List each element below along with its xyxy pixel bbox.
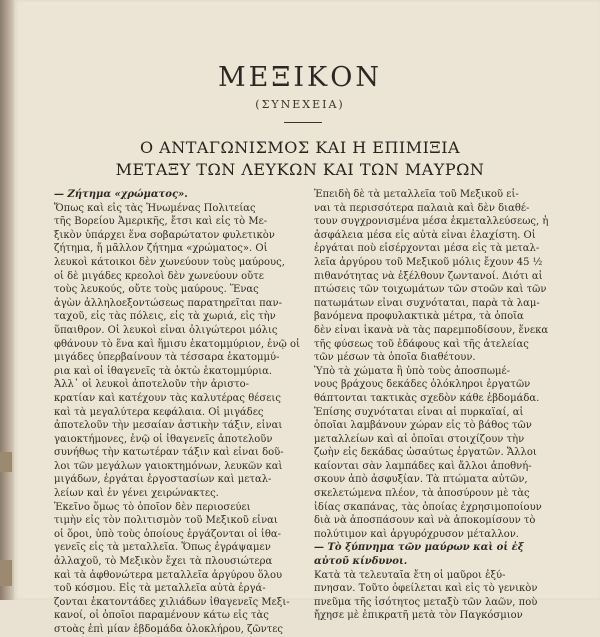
- text-line: ὁποῖαι λαμβάνουν χώραν εἰς τὸ βάθος τῶν: [314, 420, 532, 432]
- text-line: Ἐκεῖνο ὅμως τὸ ὁποῖον δὲν περιοσεύει: [54, 501, 251, 513]
- text-line: αὐτοῦ κίνδυνοι.: [314, 556, 408, 568]
- text-line: καὶ τὰ ἀφθονώτερα μεταλλεῖα ἀργύρου ὅλου: [54, 569, 283, 581]
- text-line: μεταλλείων καὶ αἱ ὁποῖαι στοιχίζουν τὴν: [314, 433, 525, 445]
- text-line: τῆς φύσεως τοῦ ἐδάφους καὶ τῆς ἀτελείας: [314, 338, 529, 350]
- text-line: τῆς Βορείου Ἀμερικῆς, ἔτσι καὶ εἰς τὸ Με-: [54, 216, 268, 228]
- text-line: καὶ τὰ μεγαλύτερα κεφάλαια. Οἱ μιγάδες: [54, 406, 264, 418]
- text-line: — Ζήτημα «χρώματος».: [54, 189, 188, 200]
- text-line: σκελετώμενα πλέον, τὰ ἀποσύρουν μὲ τὰς: [314, 488, 530, 500]
- text-line: σκουν ἀπὸ ἀσφυξίαν. Τὰ πτώματα αὐτῶν,: [314, 474, 528, 486]
- text-line: Ὅπως καὶ εἰς τὰς Ἡνωμένας Πολιτείας: [54, 202, 256, 214]
- text-line: ταχοῦ, εἰς τὰς πόλεις, εἰς τὰ χωριά, εἰς τὴν: [54, 311, 276, 323]
- text-line: οἱ ὅροι, ὑπὸ τοὺς ὁποίους ἐργάζονται οἱ ἰθα-: [54, 528, 282, 540]
- text-line: στοὰς ἐπὶ μίαν ἑβδομάδα ὁλοκλήρου, ζῶντες: [54, 624, 284, 635]
- text-line: λευκοὶ κάτοικοι δὲν χωνεύουν τοὺς μαύρους,: [54, 256, 285, 268]
- text-line: μιγάδες ὑπερβαίνουν τὰ τέσσαρα ἑκατομμύ-: [54, 352, 280, 364]
- left-text-column: [54, 188, 312, 637]
- text-line: ἀσφάλεια μέσα εἰς αὐτὰ εἶναι ἐλαχίστη. Οἱ: [314, 229, 536, 241]
- text-line: φθάνουν τὸ ἕνα καὶ ἥμισυ ἑκατομμύριον, ἐνῷ οἱ: [54, 338, 300, 350]
- text-line: ἀποτελοῦν τὴν μεσαίαν ἀστικὴν τάξιν, εἶναι: [54, 420, 283, 432]
- text-line: γαιοκτήμονες, ἐνῷ οἱ ἰθαγενεῖς ἀποτελοῦν: [54, 433, 273, 445]
- text-line: πατωμάτων εἶναι συχνόταται, παρὰ τὰ λαμ-: [314, 297, 540, 309]
- article-heading-line1: Ο ΑΝΤΑΓΩΝΙΣΜΟΣ ΚΑΙ Η ΕΠΙΜΙΞΙΑ: [139, 138, 461, 157]
- text-line: βανόμενα προφυλακτικὰ μέτρα, τὰ ὁποῖα: [314, 311, 524, 323]
- page-edge-mark: [0, 560, 12, 586]
- text-line: ὕπαιθρον. Οἱ λευκοὶ εἶναι ὀλιγώτεροι μόλις: [54, 324, 278, 336]
- text-line: κρατίαν καὶ κατέχουν τὰς καλυτέρας θέσεις: [54, 392, 281, 404]
- text-line: Ἐπίσης συχνόταται εἶναι αἱ πυρκαϊαί, αἱ: [314, 406, 524, 418]
- text-line: ἀλλαχοῦ, τὸ Μεξικὸν ἔχει τὰ πλουσιώτερα: [54, 556, 273, 568]
- text-line: τοὺς λευκούς, οὔτε τοὺς μαύρους. Ἕνας: [54, 284, 259, 296]
- text-line: πτώσεις τῶν τοιχωμάτων τῶν στοῶν καὶ τῶν: [314, 284, 547, 296]
- text-line: ζονται ἑκατοντάδες χιλιάδων ἰθαγενεῖς Μεξι-: [54, 596, 290, 608]
- text-line: Ἐπειδὴ δὲ τὰ μεταλλεῖα τοῦ Μεξικοῦ εἶ-: [314, 189, 519, 200]
- text-line: τουν συγχρονισμένα μέσα ἐκμεταλλεύσεως, ἡ: [314, 216, 549, 228]
- text-line: καίονται σὰν λαμπάδες καὶ ἄλλοι ἀποθνή-: [314, 460, 532, 472]
- text-line: πνεῦμα τῆς ἰσότητος μεταξὺ τῶν λαῶν, ποὺ: [314, 596, 538, 608]
- text-line: Ὑπὸ τὰ χώματα ἢ ὑπὸ τοὺς ἀποσπωμέ-: [314, 365, 511, 377]
- text-line: λοι τῶν μεγάλων γαιοκτημόνων, λευκῶν καὶ: [54, 460, 283, 472]
- text-line: ἐργάται ποὺ εἰσέρχονται μέσα εἰς τὰ μεταλ-: [314, 243, 540, 255]
- text-line: ζωὴν εἰς δεκάδας ὡσαύτως ἐργατῶν. Ἄλλοι: [314, 447, 537, 459]
- page-edge-mark: [0, 452, 12, 472]
- text-line: Κατὰ τὰ τελευταῖα ἔτη οἱ μαῦροι ἐξύ-: [314, 569, 506, 581]
- text-line: ἀγὼν ἀλληλοεξοντώσεως παρατηρεῖται παν-: [54, 297, 282, 309]
- text-line: τοῦ κόσμου. Εἰς τὰ μεταλλεῖα αὐτὰ ἐργά-: [54, 583, 266, 595]
- text-line: γενεῖς εἰς τὰ μεταλλεῖα. Ὅπως ἐγράψαμεν: [54, 542, 271, 554]
- title-divider: [284, 122, 322, 123]
- text-line: ξικὸν ὑπάρχει ἕνα σοβαρώτατον φυλετικὸν: [54, 229, 275, 241]
- text-line: δὲν εἶναι ἱκανὰ νὰ τὰς παρεμποδίσουν, ἕνεκα: [314, 324, 549, 336]
- page-title: ΜΕΞΙΚΟΝ: [218, 62, 382, 93]
- text-line: τιμὴν εἰς τὸν πολιτισμὸν τοῦ Μεξικοῦ εἶναι: [54, 515, 278, 527]
- text-line: ἰδίας σκαπάνας, τὰς ὁποίας ἐχρησιμοποίουν: [314, 501, 542, 513]
- text-line: ναι τὰ περισσότερα παλαιὰ καὶ δὲν διαθέ-: [314, 202, 530, 214]
- text-line: λείων καὶ ἐν γένει χειρώνακτες.: [54, 488, 219, 500]
- text-line: θάπτονται τακτικὰς σχεδὸν κάθε ἑβδομάδα.: [314, 392, 540, 404]
- text-line: διὰ νὰ ἀποσπάσουν καὶ νὰ ἀποκομίσουν τὸ: [314, 515, 536, 527]
- text-line: ζήτημα, ἤ μᾶλλον ζήτημα «χρώματος». Οἱ: [54, 243, 268, 255]
- article-heading-line2: ΜΕΤΑΞΥ ΤΩΝ ΛΕΥΚΩΝ ΚΑΙ ΤΩΝ ΜΑΥΡΩΝ: [115, 160, 485, 179]
- text-line: — Τὸ ξύπνημα τῶν μαύρων καὶ οἱ ἐξ: [314, 542, 524, 554]
- text-line: συνήθως τὴν κατωτέραν τάξιν καὶ εἶναι δοῦ-: [54, 447, 284, 459]
- text-line: ρια καὶ οἱ ἰθαγενεῖς τὰ ὀκτὼ ἑκατομμύρια.: [54, 365, 273, 377]
- text-line: λεῖα ἀργύρου τοῦ Μεξικοῦ μόλις ἔχουν 45 ½: [314, 256, 543, 268]
- text-line: μιγάδων, ἐργάται ἐργοστασίων καὶ μεταλ-: [54, 474, 272, 486]
- text-line: πολύτιμον καὶ ἀργυρόχρυσον μέταλλον.: [314, 528, 519, 540]
- text-line: τῶν μέσων τὰ ὁποῖα διαθέτουν.: [314, 352, 476, 364]
- right-text-column: [314, 188, 572, 623]
- page-subtitle: (ΣΥΝΕΧΕΙΑ): [255, 98, 345, 111]
- text-line: οἱ δὲ μιγάδες κρεολοὶ δὲν χωνεύουν οὔτε: [54, 270, 264, 282]
- text-line: κανοί, οἱ ὁποῖοι παραμένουν κάτω εἰς τὰς: [54, 610, 269, 622]
- text-line: Ἀλλ᾽ οἱ λευκοὶ ἀποτελοῦν τὴν ἀριστο-: [54, 379, 250, 391]
- text-line: νους βράχους δεκάδες ὁλόκληροι ἐργατῶν: [314, 379, 531, 391]
- text-line: πιθανότητας νὰ ἐξέλθουν ζωντανοί. Διότι αἱ: [314, 270, 543, 282]
- text-line: πνησαν. Τοῦτο ὀφείλεται καὶ εἰς τὸ γενικὸν: [314, 583, 538, 595]
- text-line: ἤχησε μὲ ἐπικρατῆ μετὰ τὸν Παγκόσμιον: [314, 610, 523, 622]
